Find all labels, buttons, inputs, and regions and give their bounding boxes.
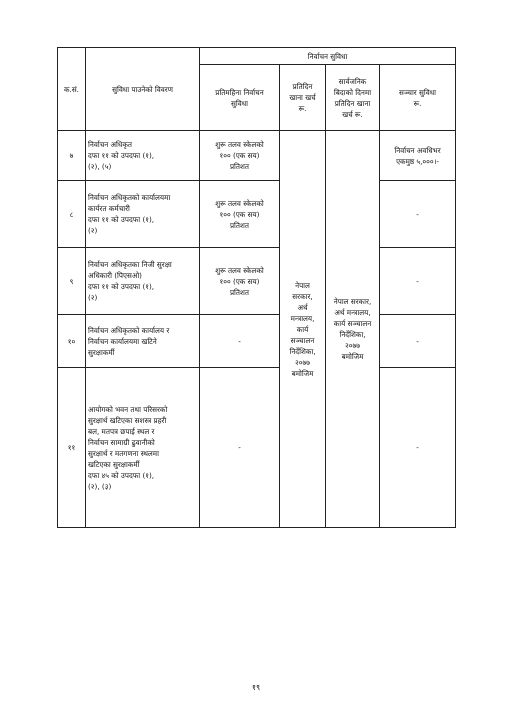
holiday-line: नेपाल सरकार, — [333, 297, 372, 306]
daily-food-line: निर्देशिका, — [289, 346, 316, 356]
daily-food-line: सरकार, — [292, 291, 313, 301]
header-daily-food-line: खाना खर्च — [289, 93, 316, 102]
row-description — [86, 181, 200, 248]
description-line: सुरक्षाकर्मी — [88, 347, 115, 357]
daily-food-line: सञ्चालन — [290, 335, 315, 345]
daily-food-line: २०७७ — [295, 357, 310, 367]
monthly-line: १०० (एक सय) — [219, 209, 260, 219]
description-line: दफा ११ को उपदफा (१), — [88, 215, 155, 224]
description-line: (२), (५) — [88, 162, 112, 171]
row-communication: - — [380, 315, 456, 368]
header-description: सुविधा पाउनेको विवरण — [86, 48, 200, 131]
header-communication — [380, 65, 456, 131]
holiday-line: २०७७ — [345, 341, 360, 350]
description-line: निर्वाचन अधिकृतका निजी सुरक्षा — [88, 260, 172, 269]
election-facility-table — [57, 47, 456, 528]
description-line: निर्वाचन अधिकृतको कार्यालय र — [88, 325, 170, 335]
description-line: निर्वाचन कार्यालयमा खटिने — [88, 336, 157, 346]
header-holiday-line: बिदाको दिनमा — [333, 87, 372, 97]
description-line: (२) — [88, 293, 98, 302]
row-serial: ८ — [58, 181, 86, 248]
merged-holiday-food — [326, 131, 380, 528]
description-line: दफा ११ को उपदफा (१), — [88, 282, 155, 291]
header-daily-food — [280, 65, 326, 131]
holiday-line: कार्य सञ्चालन — [333, 319, 372, 328]
table-row — [58, 315, 456, 368]
row-communication — [380, 131, 456, 181]
comm-line: निर्वाचन अवधिभर — [394, 145, 441, 155]
row-monthly-facility: - — [200, 368, 280, 528]
header-holiday-line: प्रतिदिन खाना — [334, 98, 371, 108]
table-row — [58, 181, 456, 248]
monthly-line: १०० (एक सय) — [219, 276, 260, 286]
daily-food-line: मन्त्रालय, — [290, 313, 315, 323]
row-description — [86, 131, 200, 181]
comm-line: एकमुष्ठ ५,०००।- — [396, 156, 439, 166]
monthly-line: शुरू तलव स्केलको — [215, 265, 264, 275]
header-holiday-line: सार्वजनिक — [338, 76, 367, 86]
header-comm-line: सञ्चार सुविधा — [399, 87, 437, 97]
description-line: सुरक्षार्थ खटिएका सशस्त्र प्रहरी — [88, 415, 167, 425]
header-monthly-line: प्रतिमहिना निर्वाचन — [215, 87, 264, 97]
daily-food-line: नेपाल — [295, 280, 310, 290]
header-daily-food-line: रू. — [298, 104, 307, 113]
header-daily-food-line: प्रतिदिन — [292, 82, 313, 91]
row-communication: - — [380, 181, 456, 248]
header-monthly — [200, 65, 280, 131]
table-row — [58, 131, 456, 181]
table-row — [58, 248, 456, 315]
header-holiday-line: खर्च रू. — [342, 109, 363, 119]
holiday-line: बमोजिम — [341, 352, 364, 361]
row-monthly-facility — [200, 181, 280, 248]
row-monthly-facility — [200, 248, 280, 315]
row-monthly-facility: - — [200, 315, 280, 368]
description-line: अधिकारी (पिएसओ) — [88, 271, 142, 280]
description-line: कार्यरत कर्मचारी — [88, 204, 130, 213]
row-description — [86, 248, 200, 315]
monthly-line: प्रतिशत — [229, 287, 250, 297]
daily-food-line: बमोजिम — [291, 368, 314, 378]
description-line: दफा ११ को उपदफा (१), — [88, 151, 155, 160]
monthly-line: प्रतिशत — [229, 162, 250, 171]
description-line: सुरक्षार्थ र मतगणना स्थलमा — [88, 448, 159, 458]
daily-food-line: अर्थ — [297, 302, 308, 312]
description-line: निर्वाचन अधिकृत — [88, 140, 132, 149]
header-comm-line: रू. — [413, 98, 422, 108]
row-monthly-facility — [200, 131, 280, 181]
header-group-title: निर्वाचन सुविधा — [200, 48, 456, 65]
row-description — [86, 368, 200, 528]
monthly-line: शुरू तलव स्केलको — [215, 140, 264, 149]
holiday-line: अर्थ मन्त्रालय, — [334, 308, 371, 317]
row-communication: - — [380, 248, 456, 315]
row-serial: ७ — [58, 131, 86, 181]
merged-daily-food — [280, 131, 326, 528]
description-line: निर्वाचन सामाग्री ढुवानीको — [88, 437, 155, 447]
monthly-line: १०० (एक सय) — [219, 151, 260, 160]
monthly-line: प्रतिशत — [229, 220, 250, 230]
description-line: निर्वाचन अधिकृतको कार्यालयमा — [88, 193, 171, 202]
row-serial: ९ — [58, 248, 86, 315]
row-serial: ११ — [58, 368, 86, 528]
monthly-line: शुरू तलव स्केलको — [215, 198, 264, 208]
holiday-line: निर्देशिका, — [339, 330, 366, 339]
header-monthly-line: सुविधा — [231, 98, 248, 108]
description-line: खटिएका सुरक्षाकर्मी — [88, 459, 140, 469]
header-holiday-food — [326, 65, 380, 131]
row-description — [86, 315, 200, 368]
header-serial: क.सं. — [58, 48, 86, 131]
description-line: आयोगको भवन तथा परिसरको — [88, 404, 168, 414]
daily-food-line: कार्य — [296, 324, 309, 334]
description-line: (२), (३) — [88, 481, 112, 491]
description-line: (२) — [88, 226, 98, 235]
table-row — [58, 368, 456, 528]
row-communication: - — [380, 368, 456, 528]
description-line: बल, मतपत्र छपाई स्थल र — [88, 426, 155, 436]
row-serial: १० — [58, 315, 86, 368]
description-line: दफा ४५ को उपदफा (१), — [88, 470, 155, 480]
page-number: १९ — [251, 683, 261, 692]
